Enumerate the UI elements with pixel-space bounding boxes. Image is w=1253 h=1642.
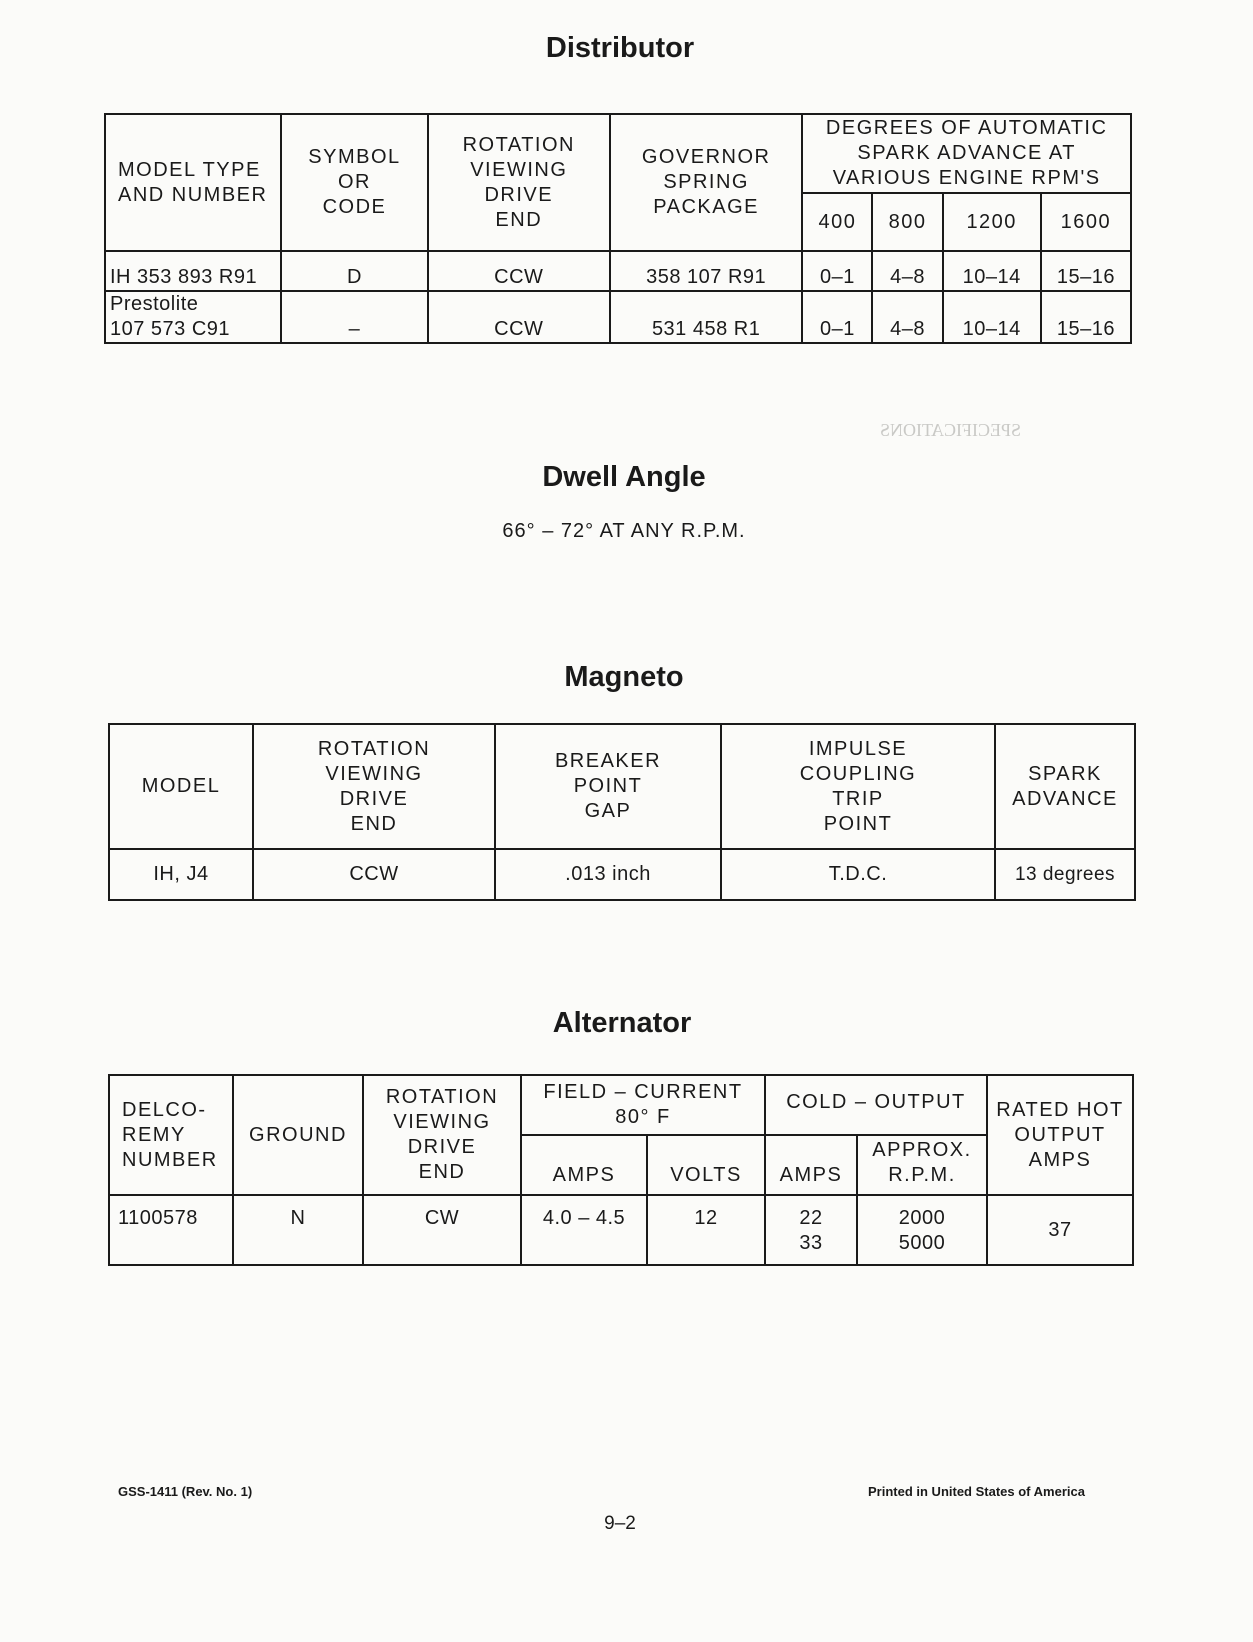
footer-doc-number: GSS-1411 (Rev. No. 1) [118, 1484, 253, 1499]
cell-spark: 13 degrees [995, 849, 1135, 900]
rpm-header: 800 [872, 193, 942, 251]
cell-advance: 0–1 [802, 291, 872, 343]
col-header-rated: RATED HOT OUTPUT AMPS [987, 1075, 1133, 1195]
cell-number: 1100578 [109, 1195, 233, 1265]
col-header-cold-amps: AMPS [765, 1135, 857, 1195]
col-header-gap: BREAKER POINT GAP [495, 724, 721, 849]
dwell-value: 66° – 72° AT ANY R.P.M. [502, 520, 746, 542]
col-header-governor: GOVERNOR SPRING PACKAGE [610, 114, 802, 251]
cell-rotation: CCW [253, 849, 495, 900]
table-row [109, 1195, 1133, 1265]
cell-ground: N [233, 1195, 363, 1265]
table-row [105, 251, 1131, 291]
cell-advance: 15–16 [1041, 291, 1131, 343]
col-header-cold-rpm: APPROX. R.P.M. [857, 1135, 987, 1195]
cell-impulse: T.D.C. [721, 849, 995, 900]
col-header-symbol: SYMBOL OR CODE [281, 114, 427, 251]
cell-advance: 10–14 [943, 251, 1041, 291]
cell-symbol: – [281, 291, 427, 343]
rpm-header: 400 [802, 193, 872, 251]
cell-rated: 37 [987, 1195, 1133, 1265]
cell-advance: 4–8 [872, 251, 942, 291]
cell-gap: .013 inch [495, 849, 721, 900]
dwell-title: Dwell Angle [542, 461, 706, 493]
cell-cold-rpm: 2000 5000 [857, 1195, 987, 1265]
alternator-title: Alternator [552, 1007, 692, 1039]
cell-rotation: CW [363, 1195, 521, 1265]
col-header-advance: DEGREES OF AUTOMATIC SPARK ADVANCE AT VARIOUS ENGINE RPM'S [802, 114, 1131, 193]
col-header-ground: GROUND [233, 1075, 363, 1195]
cell-rotation: CCW [428, 291, 610, 343]
col-header-rotation: ROTATION VIEWING DRIVE END [253, 724, 495, 849]
cell-field-volts: 12 [647, 1195, 765, 1265]
distributor-table [104, 113, 1132, 344]
distributor-title: Distributor [545, 32, 695, 64]
cell-advance: 15–16 [1041, 251, 1131, 291]
footer-printed: Printed in United States of America [868, 1484, 1085, 1499]
cell-model: IH, J4 [109, 849, 253, 900]
cell-advance: 10–14 [943, 291, 1041, 343]
col-header-model: MODEL TYPE AND NUMBER [105, 114, 281, 251]
table-row [105, 291, 1131, 343]
cell-governor: 531 458 R1 [610, 291, 802, 343]
magneto-title: Magneto [564, 661, 684, 693]
cell-field-amps: 4.0 – 4.5 [521, 1195, 647, 1265]
col-header-field-amps: AMPS [521, 1135, 647, 1195]
cell-symbol: D [281, 251, 427, 291]
rpm-header: 1200 [943, 193, 1041, 251]
col-header-model: MODEL [109, 724, 253, 849]
col-header-field-volts: VOLTS [647, 1135, 765, 1195]
cell-model: Prestolite 107 573 C91 [105, 291, 281, 343]
cell-governor: 358 107 R91 [610, 251, 802, 291]
cell-rotation: CCW [428, 251, 610, 291]
table-row [109, 849, 1135, 900]
rpm-header: 1600 [1041, 193, 1131, 251]
col-header-rotation: ROTATION VIEWING DRIVE END [428, 114, 610, 251]
col-header-number: DELCO- REMY NUMBER [109, 1075, 233, 1195]
col-header-cold: COLD – OUTPUT [765, 1075, 987, 1135]
magneto-table [108, 723, 1136, 901]
cell-advance: 4–8 [872, 291, 942, 343]
col-header-spark: SPARK ADVANCE [995, 724, 1135, 849]
col-header-field: FIELD – CURRENT 80° F [521, 1075, 765, 1135]
col-header-rotation: ROTATION VIEWING DRIVE END [363, 1075, 521, 1195]
bleed-through-text: SPECIFICATIONS [880, 420, 1022, 440]
cell-cold-amps: 22 33 [765, 1195, 857, 1265]
cell-model: IH 353 893 R91 [105, 251, 281, 291]
col-header-impulse: IMPULSE COUPLING TRIP POINT [721, 724, 995, 849]
alternator-table [108, 1074, 1134, 1266]
page-number: 9–2 [604, 1513, 636, 1534]
cell-advance: 0–1 [802, 251, 872, 291]
